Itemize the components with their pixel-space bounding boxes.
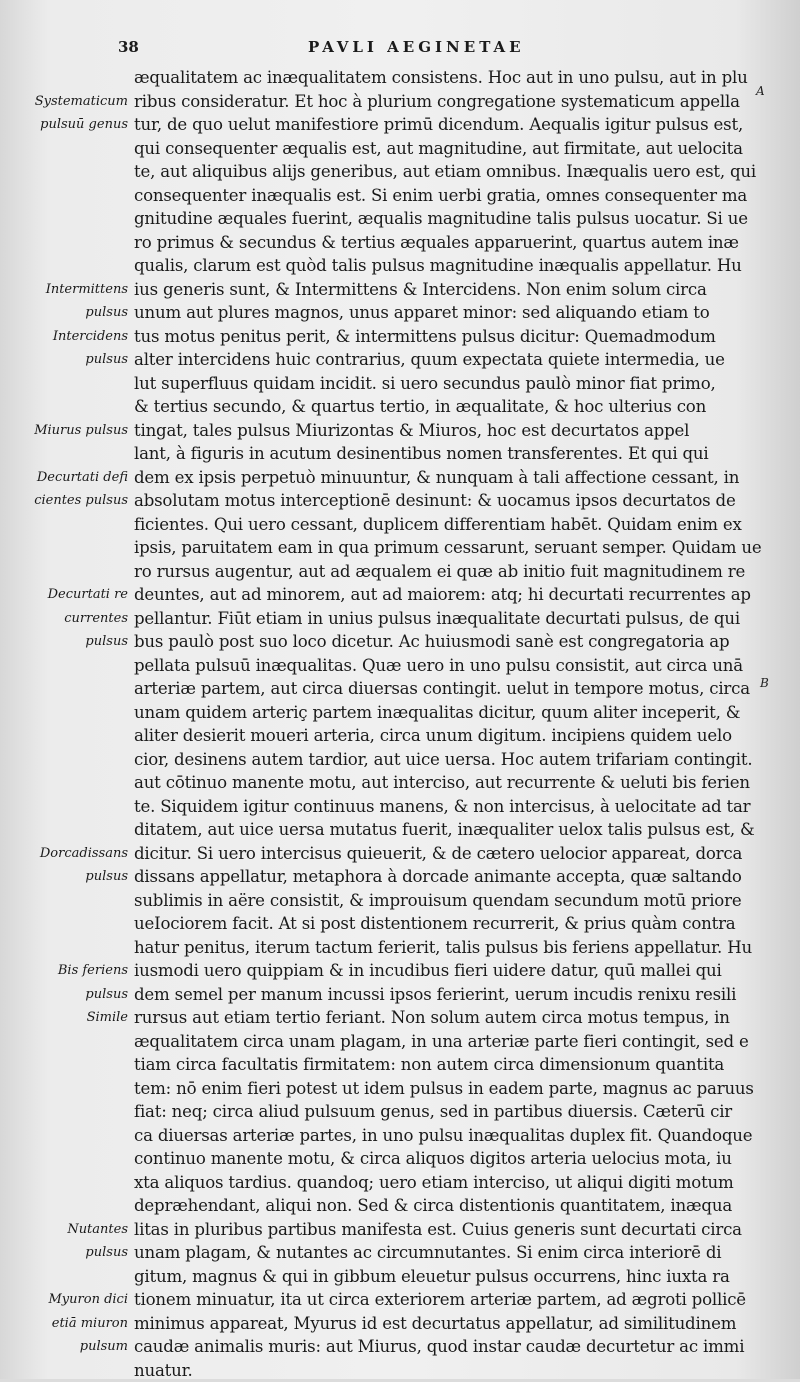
page-header <box>118 38 758 62</box>
text-line: unam plagam, & nutantes ac circumnutantes. Si enim circa interiorē di <box>134 1241 764 1265</box>
page-number: 38 <box>118 38 139 56</box>
margin-note: Dorcadissans <box>0 842 128 866</box>
text-line: arteriæ partem, aut circa diuersas contingit. uelut in tempore motus, circa <box>134 677 764 701</box>
margin-note: Nutantes <box>0 1218 128 1242</box>
text-line: te. Siquidem igitur continuus manens, & non intercisus, à uelocitate ad tar <box>134 795 764 819</box>
text-line: & tertius secundo, & quartus tertio, in æqualitate, & hoc ulterius con <box>134 395 764 419</box>
text-line: aliter desierit moueri arteria, circa unum digitum. incipiens quidem uelo <box>134 724 764 748</box>
text-line: te, aut aliquibus alijs generibus, aut etiam omnibus. Inæqualis uero est, qui <box>134 160 764 184</box>
text-line: litas in pluribus partibus manifesta est. Cuius generis sunt decurtati circa <box>134 1218 764 1242</box>
text-line: tus motus penitus perit, & intermittens pulsus dicitur: Quemadmodum <box>134 325 764 349</box>
margin-note: Decurtati re <box>0 583 128 607</box>
text-line: cior, desinens autem tardior, aut uice uersa. Hoc autem trifariam contingit. <box>134 748 764 772</box>
text-line: consequenter inæqualis est. Si enim uerbi gratia, omnes consequenter ma <box>134 184 764 208</box>
margin-note: pulsus <box>0 630 128 654</box>
text-line: qualis, clarum est quòd talis pulsus magnitudine inæqualis appellatur. Hu <box>134 254 764 278</box>
text-line: ius generis sunt, & Intermittens & Intercidens. Non enim solum circa <box>134 278 764 302</box>
text-line: bus paulò post suo loco dicetur. Ac huiusmodi sanè est congregatoria ap <box>134 630 764 654</box>
text-line: unam quidem arteriç partem inæqualitas dicitur, quum aliter inceperit, & <box>134 701 764 725</box>
text-line: minimus appareat, Myurus id est decurtatus appellatur, ad similitudinem <box>134 1312 764 1336</box>
margin-note: Bis feriens <box>0 959 128 983</box>
text-line: depræhendant, aliqui non. Sed & circa distentionis quantitatem, inæqua <box>134 1194 764 1218</box>
text-line: pellata pulsuū inæqualitas. Quæ uero in uno pulsu consistit, aut circa unā <box>134 654 764 678</box>
text-line: ca diuersas arteriæ partes, in uno pulsu inæqualitas duplex fit. Quandoque <box>134 1124 764 1148</box>
margin-note: pulsus <box>0 301 128 325</box>
text-line: rursus aut etiam tertio feriant. Non solum autem circa motus tempus, in <box>134 1006 764 1030</box>
margin-note: etiā miuron <box>0 1312 128 1336</box>
margin-note: pulsuū genus <box>0 113 128 137</box>
text-line: qui consequenter æqualis est, aut magnitudine, aut firmitate, aut uelocita <box>134 137 764 161</box>
text-line: unum aut plures magnos, unus apparet minor: sed aliquando etiam to <box>134 301 764 325</box>
text-line: gnitudine æquales fuerint, æqualis magnitudine talis pulsus uocatur. Si ue <box>134 207 764 231</box>
margin-note: Systematicum <box>0 90 128 114</box>
text-line: alter intercidens huic contrarius, quum expectata quiete intermedia, ue <box>134 348 764 372</box>
text-line: tingat, tales pulsus Miurizontas & Miuros, hoc est decurtatos appel <box>134 419 764 443</box>
text-line: fiat: neq; circa aliud pulsuum genus, sed in partibus diuersis. Cæterū cir <box>134 1100 764 1124</box>
text-line: gitum, magnus & qui in gibbum eleuetur pulsus occurrens, hinc iuxta ra <box>134 1265 764 1289</box>
text-line: sublimis in aëre consistit, & improuisum quendam secundum motū priore <box>134 889 764 913</box>
margin-note: Miurus pulsus <box>0 419 128 443</box>
text-line: lut superfluus quidam incidit. si uero secundus paulò minor fiat primo, <box>134 372 764 396</box>
text-line: ficientes. Qui uero cessant, duplicem differentiam habēt. Quidam enim ex <box>134 513 764 537</box>
margin-note: cientes pulsus <box>0 489 128 513</box>
text-line: nuatur. <box>134 1359 764 1382</box>
text-line: tionem minuatur, ita ut circa exteriorem arteriæ partem, ad ægroti pollicē <box>134 1288 764 1312</box>
text-line: dissans appellatur, metaphora à dorcade animante accepta, quæ saltando <box>134 865 764 889</box>
text-line: tem: nō enim fieri potest ut idem pulsus in eadem parte, magnus ac paruus <box>134 1077 764 1101</box>
body-text <box>134 66 764 1382</box>
text-line: continuo manente motu, & circa aliquos digitos arteria uelocius mota, iu <box>134 1147 764 1171</box>
text-line: caudæ animalis muris: aut Miurus, quod instar caudæ decurtetur ac immi <box>134 1335 764 1359</box>
text-line: aut cōtinuo manente motu, aut interciso, aut recurrente & ueluti bis ferien <box>134 771 764 795</box>
text-line: tur, de quo uelut manifestiore primū dicendum. Aequalis igitur pulsus est, <box>134 113 764 137</box>
margin-note: Myuron dici <box>0 1288 128 1312</box>
margin-note: Intermittens <box>0 278 128 302</box>
text-line: dicitur. Si uero intercisus quieuerit, & de cætero uelocior appareat, dorca <box>134 842 764 866</box>
margin-note: currentes <box>0 607 128 631</box>
text-line: dem ex ipsis perpetuò minuuntur, & nunquam à tali affectione cessant, in <box>134 466 764 490</box>
text-line: ipsis, paruitatem eam in qua primum cessarunt, seruant semper. Quidam ue <box>134 536 764 560</box>
margin-note: Simile <box>0 1006 128 1030</box>
text-line: ro rursus augentur, aut ad æqualem ei quæ ab initio fuit magnitudinem re <box>134 560 764 584</box>
text-line: hatur penitus, iterum tactum ferierit, talis pulsus bis feriens appellatur. Hu <box>134 936 764 960</box>
section-letter-a: A <box>756 84 765 98</box>
margin-note: Decurtati defi <box>0 466 128 490</box>
margin-note: pulsus <box>0 1241 128 1265</box>
running-head: PAVLI AEGINETAE <box>308 38 525 56</box>
margin-note: Intercidens <box>0 325 128 349</box>
text-line: ribus consideratur. Et hoc à plurium congregatione systematicum appella <box>134 90 764 114</box>
section-letter-b: B <box>760 676 769 690</box>
text-line: æqualitatem ac inæqualitatem consistens. Hoc aut in uno pulsu, aut in plu <box>134 66 764 90</box>
text-line: æqualitatem circa unam plagam, in una arteriæ parte fieri contingit, sed e <box>134 1030 764 1054</box>
text-line: dem semel per manum incussi ipsos ferierint, uerum incudis renixu resili <box>134 983 764 1007</box>
text-line: xta aliquos tardius. quandoq; uero etiam interciso, ut aliqui digiti motum <box>134 1171 764 1195</box>
text-line: lant, à figuris in acutum desinentibus nomen transferentes. Et qui qui <box>134 442 764 466</box>
margin-note: pulsus <box>0 348 128 372</box>
text-line: tiam circa facultatis firmitatem: non autem circa dimensionum quantita <box>134 1053 764 1077</box>
margin-note: pulsum <box>0 1335 128 1359</box>
text-line: ditatem, aut uice uersa mutatus fuerit, inæqualiter uelox talis pulsus est, & <box>134 818 764 842</box>
text-line: ro primus & secundus & tertius æquales apparuerint, quartus autem inæ <box>134 231 764 255</box>
text-line: deuntes, aut ad minorem, aut ad maiorem: atq; hi decurtati recurrentes ap <box>134 583 764 607</box>
text-line: ueIociorem facit. At si post distentionem recurrerit, & prius quàm contra <box>134 912 764 936</box>
margin-note: pulsus <box>0 865 128 889</box>
text-line: iusmodi uero quippiam & in incudibus fieri uidere datur, quū mallei qui <box>134 959 764 983</box>
text-line: pellantur. Fiūt etiam in unius pulsus inæqualitate decurtati pulsus, de qui <box>134 607 764 631</box>
text-line: absolutam motus interceptionē desinunt: & uocamus ipsos decurtatos de <box>134 489 764 513</box>
margin-notes <box>0 0 128 1379</box>
margin-note: pulsus <box>0 983 128 1007</box>
